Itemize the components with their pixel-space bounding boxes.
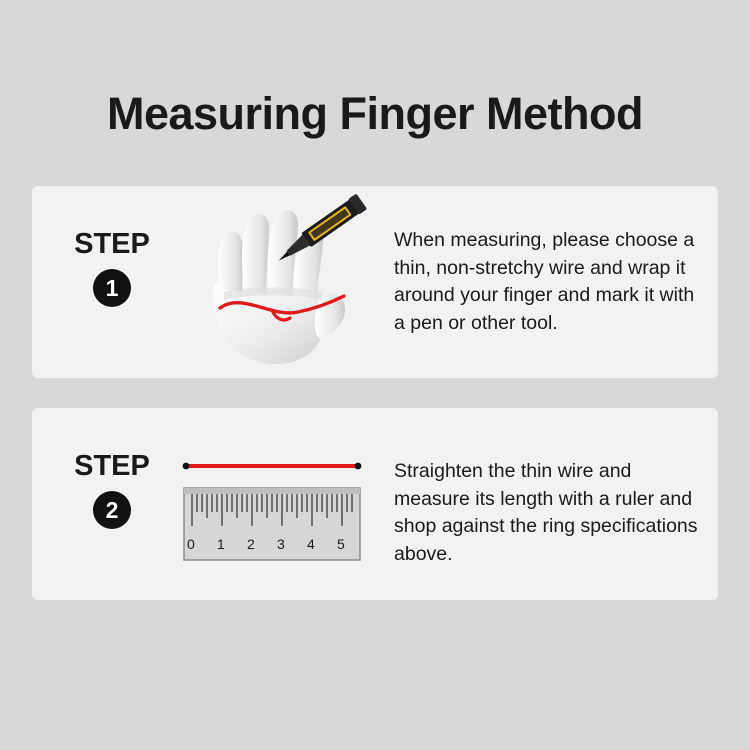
ruler-tick-3: 3 [277,536,285,552]
step-word-2: STEP [74,450,150,482]
ruler-tick-4: 4 [307,536,315,552]
ruler-tick-0: 0 [187,536,195,552]
marker-pen-illustration [264,186,394,266]
ruler-tick-5: 5 [337,536,345,552]
step-number-badge-1: 1 [93,269,131,307]
step-card-1 [32,186,718,378]
step-label-1 [60,230,164,307]
step-label-2 [60,452,164,529]
page-title: Measuring Finger Method [106,88,643,139]
step-number-badge-2: 2 [93,491,131,529]
step-description-2: Straighten the thin wire and measure its length with a ruler and shop against the ring specifications above. [394,460,698,566]
ruler-tick-2: 2 [247,536,255,552]
ruler-tick-labels [172,536,372,558]
step-description-1: When measuring, please choose a thin, non-stretchy wire and wrap it around your finger and mark it with a pen or other tool. [394,229,695,335]
ruler-tick-1: 1 [217,536,225,552]
step-word-1: STEP [74,228,150,260]
step-card-2 [32,408,718,600]
